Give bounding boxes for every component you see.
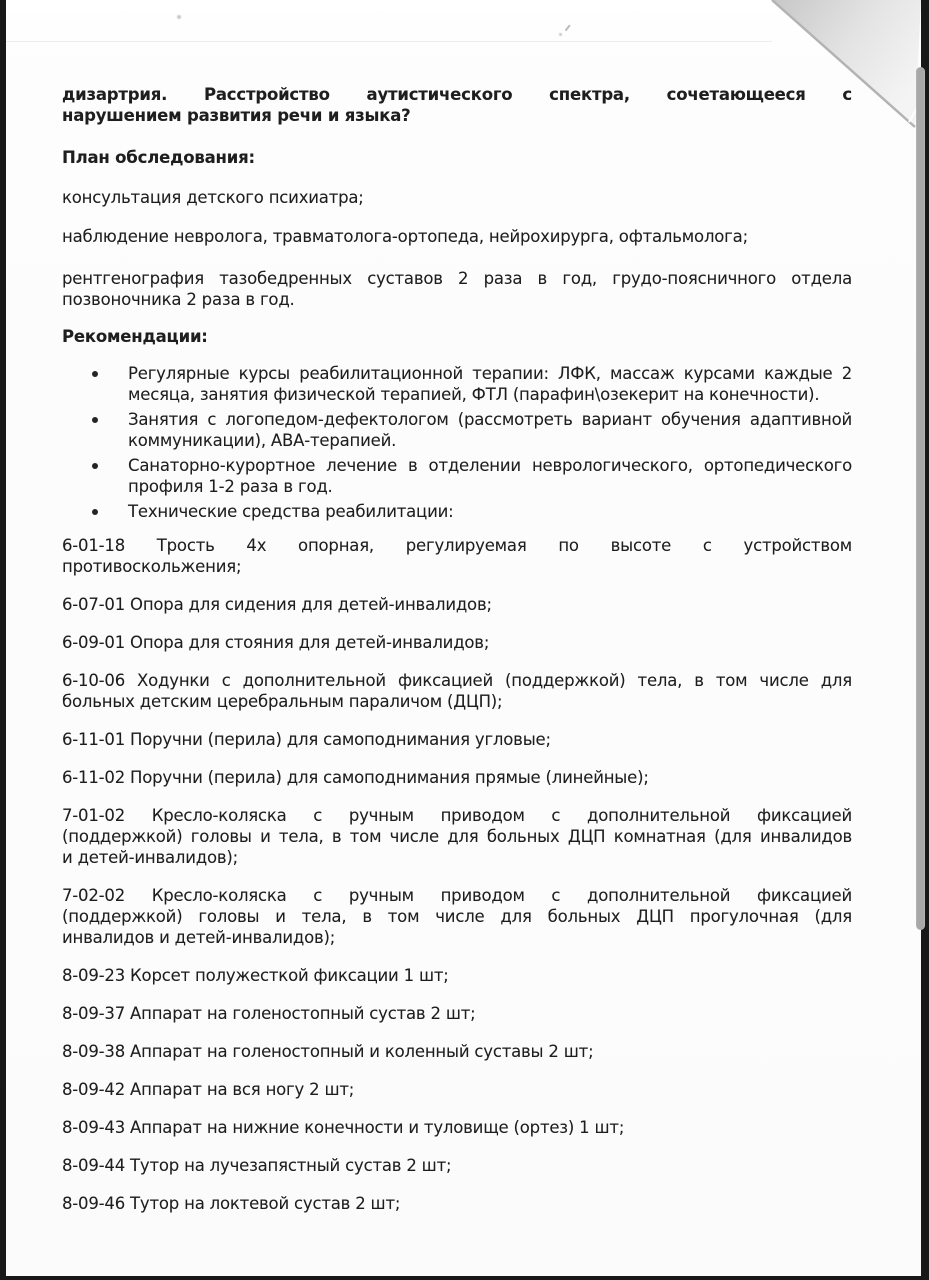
- document-content: [62, 0, 852, 1231]
- bullet-text: [128, 455, 852, 497]
- text-line: 8-09-38 Аппарат на голеностопный и коленный суставы 2 шт;: [62, 1042, 594, 1061]
- text-line: 6-10-06 Ходунки с дополнительной фиксацией (поддержкой) тела, в том числе для: [62, 671, 852, 690]
- bullet-icon: [62, 501, 128, 522]
- text-line: (поддержкой) головы и тела, в том числе для больных ДЦП комнатная (для инвалидов: [62, 827, 852, 846]
- bullet-icon: [62, 455, 128, 497]
- text-line: месяца, занятия физической терапией, ФТЛ (парафин\озекерит на конечности).: [128, 385, 820, 404]
- plan-heading: План обследования:: [62, 148, 255, 167]
- text-line: 6-11-02 Поручни (перила) для самоподнимания прямые (линейные);: [62, 768, 649, 787]
- trs-item: [62, 1155, 852, 1176]
- text-line: 8-09-43 Аппарат на нижние конечности и туловище (ортез) 1 шт;: [62, 1118, 625, 1137]
- trs-item: [62, 535, 852, 577]
- text-line: нарушением развития речи и языка?: [62, 106, 411, 125]
- text-line: 6-07-01 Опора для сидения для детей-инвалидов;: [62, 595, 492, 614]
- text-line: противоскольжения;: [62, 557, 242, 576]
- bullet-icon: [62, 363, 128, 405]
- recommendation-bullet: [62, 363, 852, 405]
- bullet-icon: [62, 409, 128, 451]
- text-line: 8-09-42 Аппарат на вся ногу 2 шт;: [62, 1080, 355, 1099]
- text-line: 6-11-01 Поручни (перила) для самоподнимания угловые;: [62, 730, 551, 749]
- document-page: [6, 0, 921, 1276]
- bullet-text: [128, 363, 852, 405]
- text-line: 6-01-18 Трость 4х опорная, регулируемая по высоте с устройством: [62, 536, 852, 555]
- text-line: рентгенография тазобедренных суставов 2 раза в год, грудо-поясничного отдела: [62, 269, 852, 288]
- text-line: 8-09-23 Корсет полужесткой фиксации 1 шт;: [62, 966, 449, 985]
- recommendation-bullet: [62, 455, 852, 497]
- trs-item: [62, 1193, 852, 1214]
- trs-item: [62, 885, 852, 948]
- plan-item: [62, 268, 852, 310]
- scrollbar-thumb[interactable]: [916, 67, 925, 930]
- text-line: наблюдение невролога, травматолога-ортопеда, нейрохирурга, офтальмолога;: [62, 227, 748, 246]
- text-line: 8-09-44 Тутор на лучезапястный сустав 2 шт;: [62, 1156, 452, 1175]
- recommendations-heading: Рекомендации:: [62, 327, 208, 346]
- text-line: (поддержкой) головы и тела, в том числе для больных ДЦП прогулочная (для: [62, 907, 852, 926]
- text-line: Санаторно-курортное лечение в отделении неврологического, ортопедического: [128, 456, 852, 475]
- trs-item: [62, 729, 852, 750]
- text-line: дизартрия. Расстройство аутистического спектра, сочетающееся с: [62, 85, 852, 104]
- trs-item: [62, 594, 852, 615]
- text-line: профиля 1-2 раза в год.: [128, 477, 333, 496]
- bullet-text: [128, 501, 852, 522]
- recommendation-bullet: [62, 409, 852, 451]
- text-line: Технические средства реабилитации:: [128, 502, 454, 521]
- text-line: позвоночника 2 раза в год.: [62, 290, 295, 309]
- text-line: коммуникации), АВА-терапией.: [128, 431, 397, 450]
- text-line: консультация детского психиатра;: [62, 188, 364, 207]
- trs-item: [62, 767, 852, 788]
- text-line: 8-09-46 Тутор на локтевой сустав 2 шт;: [62, 1194, 401, 1213]
- trs-item: [62, 805, 852, 868]
- trs-item: [62, 1117, 852, 1138]
- trs-item: [62, 632, 852, 653]
- text-line: 7-02-02 Кресло-коляска с ручным приводом с дополнительной фиксацией: [62, 886, 852, 905]
- text-line: Регулярные курсы реабилитационной терапии: ЛФК, массаж курсами каждые 2: [128, 364, 852, 383]
- text-line: 7-01-02 Кресло-коляска с ручным приводом с дополнительной фиксацией: [62, 806, 852, 825]
- question-text: [62, 84, 852, 126]
- bullet-text: [128, 409, 852, 451]
- text-line: инвалидов и детей-инвалидов);: [62, 928, 336, 947]
- text-line: 8-09-37 Аппарат на голеностопный сустав 2 шт;: [62, 1004, 476, 1023]
- text-line: больных детским церебральным параличом (ДЦП);: [62, 692, 503, 711]
- trs-item: [62, 1003, 852, 1024]
- trs-item: [62, 1041, 852, 1062]
- text-line: и детей-инвалидов);: [62, 848, 239, 867]
- trs-item: [62, 965, 852, 986]
- text-line: Занятия с логопедом-дефектологом (рассмотреть вариант обучения адаптивной: [128, 410, 852, 429]
- plan-item: [62, 187, 852, 208]
- trs-item: [62, 1079, 852, 1100]
- plan-item: [62, 226, 852, 247]
- text-line: 6-09-01 Опора для стояния для детей-инвалидов;: [62, 633, 490, 652]
- recommendations-list: [62, 363, 852, 522]
- recommendation-bullet: [62, 501, 852, 522]
- page-corner-fold: [760, 0, 921, 132]
- trs-item: [62, 670, 852, 712]
